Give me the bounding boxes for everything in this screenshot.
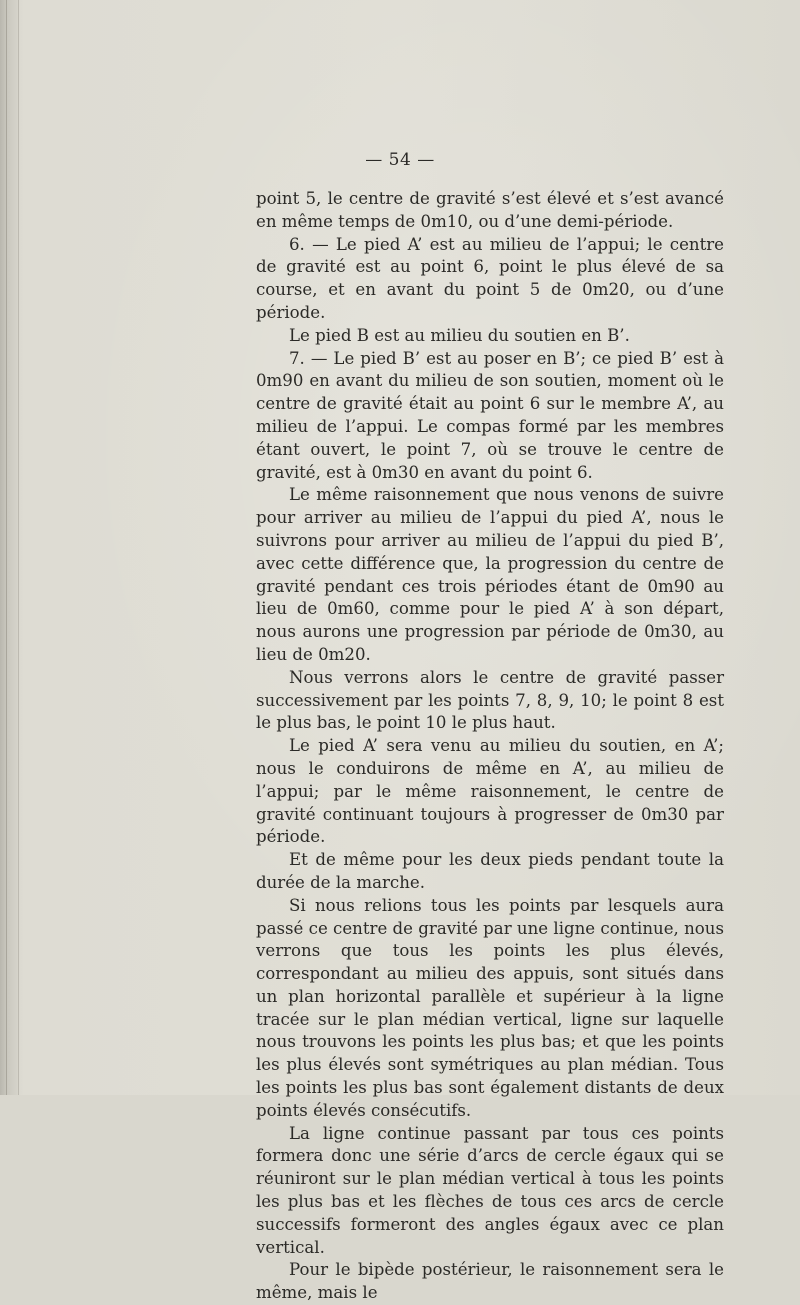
paragraph: La ligne continue passant par tous ces points formera donc une série d’arcs de cercle égaux qui se réuniront sur le plan médian vertical à tous les points les plus bas et les flèches de tous ces arcs de cercle successifs formeront des angles égaux avec ce plan vertical. — [256, 1123, 724, 1257]
paragraph: 6. — Le pied A’ est au milieu de l’appui; le centre de gravité est au point 6, point le plus élevé de sa course, et en avant du point 5 de 0m20, ou d’une période. — [256, 234, 724, 322]
paragraph: Nous verrons alors le centre de gravité passer successivement par les points 7, 8, 9, 10; le point 8 est le plus bas, le point 10 le plus haut. — [256, 667, 724, 733]
paragraph: Pour le bipède postérieur, le raisonnement sera le même, mais le — [256, 1260, 724, 1303]
paragraph: 7. — Le pied B’ est au poser en B’; ce pied B’ est à 0m90 en avant du milieu de son soutien, moment où le centre de gravité était au point 6 sur le membre A’, au milieu de l’appui. Le compas formé par les membres étant ouvert, le point 7, où se trouve le centre de gravité, est à 0m30 en avant du point 6. — [256, 348, 724, 482]
paragraph: Si nous relions tous les points par lesquels aura passé ce centre de gravité par une ligne continue, nous verrons que tous les points les plus élevés, correspondant au milieu des appuis, sont situés dans un plan horizontal parallèle et supérieur à la ligne tracée sur le plan médian vertical, ligne sur laquelle nous trouvons les points les plus bas; et que les points les plus élevés sont symétriques au plan médian. Tous les points les plus bas sont également distants de deux points élevés consécutifs. — [256, 895, 724, 1120]
body-text — [256, 188, 724, 1305]
paragraph: Et de même pour les deux pieds pendant toute la durée de la marche. — [256, 850, 724, 892]
page-number: — 54 — — [365, 150, 435, 170]
paragraph: Le pied A’ sera venu au milieu du soutien, en A’; nous le conduirons de même en A’, au milieu de l’appui; par le même raisonnement, le centre de gravité continuant toujours à progresser de 0m30 par période. — [256, 736, 724, 847]
paragraph: point 5, le centre de gravité s’est élevé et s’est avancé en même temps de 0m10, ou d’une demi-période. — [256, 189, 724, 231]
paragraph: Le même raisonnement que nous venons de suivre pour arriver au milieu de l’appui du pied A’, nous le suivrons pour arriver au milieu de l’appui du pied B’, avec cette différence que, la progression du centre de gravité pendant ces trois périodes étant de 0m90 au lieu de 0m60, comme pour le pied A’ à son départ, nous aurons une progression par période de 0m30, au lieu de 0m20. — [256, 485, 724, 664]
paragraph: Le pied B est au milieu du soutien en B’. — [289, 325, 630, 345]
